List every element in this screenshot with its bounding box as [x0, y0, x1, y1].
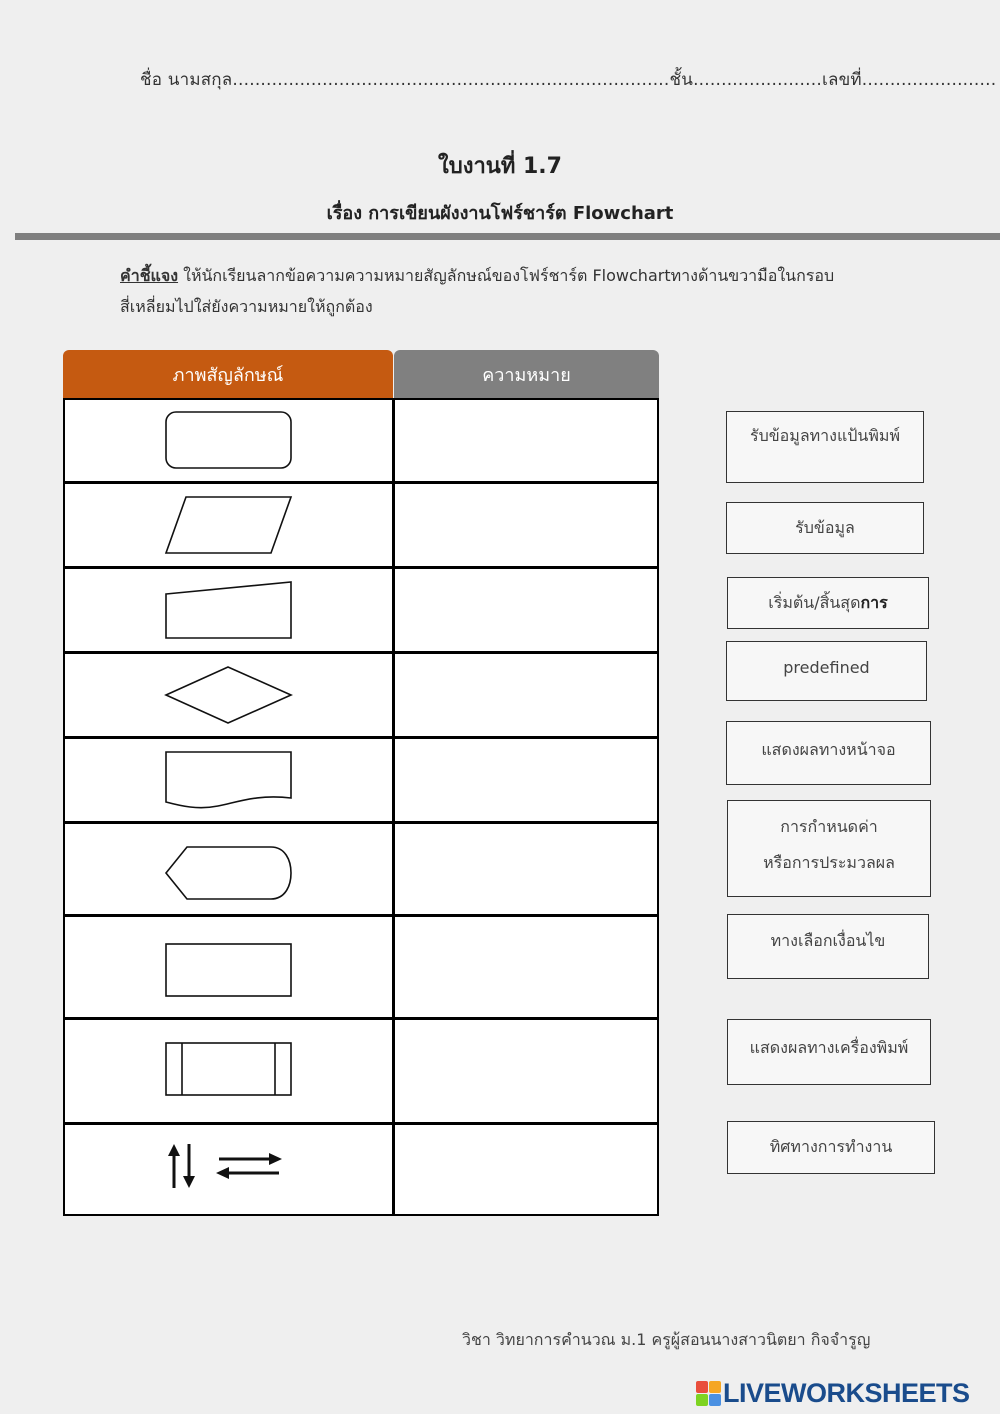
option-input[interactable] [726, 502, 924, 554]
option-printer-output[interactable] [727, 1019, 931, 1085]
option-label-line1: การกำหนดค่า [780, 817, 878, 836]
terminator-symbol [166, 412, 291, 468]
option-label: แสดงผลทางเครื่องพิมพ์ [749, 1038, 909, 1057]
input-output-symbol [166, 497, 291, 553]
option-start-end[interactable] [727, 577, 929, 629]
meaning-drop-cell-9[interactable] [396, 1125, 657, 1214]
option-label: รับข้อมูลทางแป้นพิมพ์ [749, 426, 901, 445]
document-symbol [166, 752, 291, 808]
option-process[interactable] [727, 800, 931, 897]
option-label: ทิศทางการทำงาน [769, 1137, 893, 1156]
worksheet-subtitle: เรื่อง การเขียนผังงานโฟร์ชาร์ต Flowchart [326, 203, 674, 224]
meaning-drop-cell-7[interactable] [396, 917, 657, 1017]
footer-credit: วิชา วิทยาการคำนวณ ม.1 ครูผู้สอนนางสาวนิตยา กิจจำรูญ [462, 1330, 871, 1349]
option-label: เริ่มต้น/สิ้นสุดการ [768, 593, 888, 612]
flowchart-symbols [63, 398, 393, 1216]
brand-mark-icon [696, 1381, 721, 1406]
meaning-drop-cell-1[interactable] [396, 400, 657, 481]
header-symbol: ภาพสัญลักษณ์ [63, 350, 393, 398]
worksheet-title: ใบงานที่ 1.7 [438, 154, 562, 179]
meaning-drop-cell-4[interactable] [396, 654, 657, 736]
liveworksheets-logo[interactable] [696, 1378, 970, 1408]
divider [15, 233, 1000, 240]
process-symbol [166, 944, 291, 996]
meaning-drop-cell-6[interactable] [396, 824, 657, 914]
header-meaning: ความหมาย [394, 350, 659, 398]
option-label: แสดงผลทางหน้าจอ [761, 740, 896, 759]
option-keyboard-input[interactable] [726, 411, 924, 483]
meaning-drop-cell-8[interactable] [396, 1020, 657, 1122]
option-label-line2: หรือการประมวลผล [763, 853, 895, 872]
meaning-drop-cell-5[interactable] [396, 739, 657, 821]
option-label: ทางเลือกเงื่อนไข [770, 931, 886, 950]
brand-name: LIVEWORKSHEETS [723, 1377, 970, 1408]
meaning-drop-cell-3[interactable] [396, 569, 657, 651]
student-info-line: ชื่อ นามสกุล..............................................................................ชั้น.......................เลขที่........................ [140, 70, 997, 90]
decision-symbol [166, 667, 291, 723]
option-display[interactable] [726, 721, 931, 785]
meaning-drop-cell-2[interactable] [396, 484, 657, 566]
instruction-label: คำชี้แจง [120, 266, 179, 285]
predefined-process-symbol [166, 1043, 291, 1095]
option-decision[interactable] [727, 914, 929, 979]
display-symbol [166, 847, 291, 899]
flow-arrows-symbol [168, 1144, 282, 1188]
instruction [120, 260, 880, 322]
manual-input-symbol [166, 582, 291, 638]
option-flow-direction[interactable] [727, 1121, 935, 1174]
option-label: predefined [783, 658, 870, 677]
option-predefined[interactable] [726, 641, 927, 701]
option-label: รับข้อมูล [795, 518, 855, 537]
instruction-text: ให้นักเรียนลากข้อความความหมายสัญลักษณ์ของโฟร์ชาร์ต Flowchartทางด้านขวามือในกรอบสี่เหลี่ยมไปใส่ยังความหมายให้ถูกต้อง [120, 266, 835, 316]
